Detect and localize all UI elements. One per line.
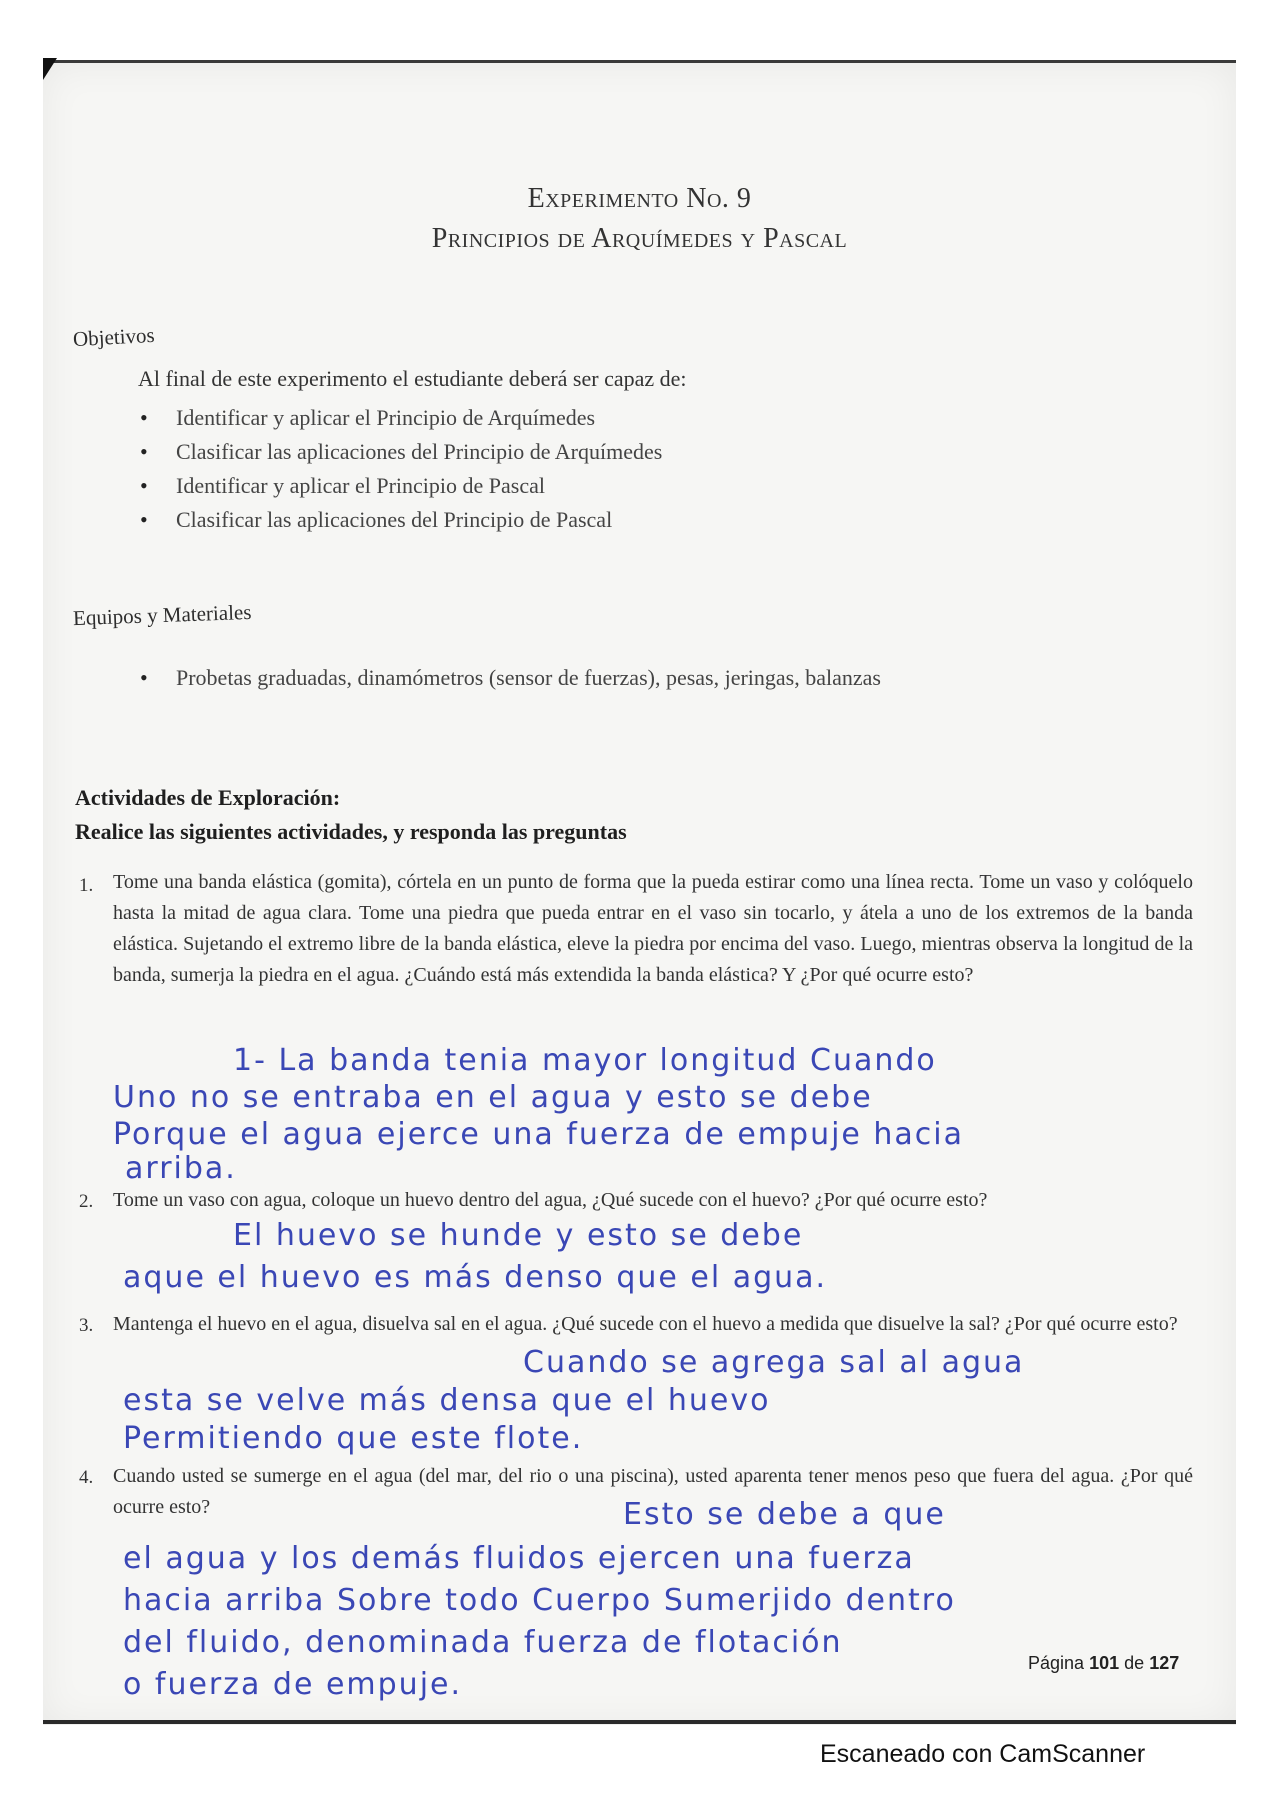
objectives-intro: Al final de este experimento el estudiante deberá ser capaz de:	[138, 366, 687, 391]
handwritten-answer: Porque el agua ejerce una fuerza de empuje hacia	[113, 1117, 965, 1152]
handwritten-answer: Esto se debe a que	[623, 1497, 946, 1532]
handwritten-answer: Uno no se entraba en el agua y esto se debe	[113, 1080, 873, 1115]
handwritten-answer: Cuando se agrega sal al agua	[523, 1345, 1025, 1380]
experiment-subject-title: Principios de Arquímedes y Pascal	[431, 223, 848, 254]
question-text: Tome un vaso con agua, coloque un huevo dentro del agua, ¿Qué sucede con el huevo? ¿Por qué ocurre esto?	[113, 1189, 988, 1211]
handwritten-answer: del fluido, denominada fuerza de flotación	[123, 1625, 843, 1660]
scanned-page	[43, 60, 1236, 1725]
handwritten-answer: aque el huevo es más denso que el agua.	[123, 1260, 828, 1295]
camscanner-watermark: Escaneado con CamScanner	[820, 1740, 1146, 1768]
handwritten-answer: 1- La banda tenia mayor longitud Cuando	[233, 1043, 937, 1078]
page-number	[1028, 1653, 1179, 1674]
material-item: • Probetas graduadas, dinamómetros (sensor de fuerzas), pesas, jeringas, balanzas	[138, 661, 881, 695]
question-number: 1.	[79, 875, 94, 896]
handwritten-answer: esta se velve más densa que el huevo	[123, 1383, 771, 1418]
objective-item: • Clasificar las aplicaciones del Principio de Arquímedes	[138, 435, 662, 469]
handwritten-answer: arriba.	[125, 1151, 237, 1186]
objective-item: • Identificar y aplicar el Principio de Arquímedes	[138, 401, 662, 435]
objective-item: • Identificar y aplicar el Principio de Pascal	[138, 469, 662, 503]
materials-list	[138, 661, 881, 695]
handwritten-answer: o fuerza de empuje.	[123, 1667, 463, 1702]
question-text: Mantenga el huevo en el agua, disuelva sal en el agua. ¿Qué sucede con el huevo a medida que disuelve la sal? ¿Por qué ocurre esto?	[113, 1313, 1178, 1335]
question-text: Tome una banda elástica (gomita), córtela en un punto de forma que la pueda estirar como una línea recta. Tome un vaso y colóquelo hasta la mitad de agua clara. Tome una piedra que pueda entrar en el vaso sin tocarlo, y átela a uno de los extremos de la banda elástica. Sujetando el extremo libre de la banda elástica, eleve la piedra por encima del vaso. Luego, mientras observa la longitud de la banda, sumerja la piedra en el agua. ¿Cuándo está más extendida la banda elástica? Y ¿Por qué ocurre esto?	[113, 871, 1193, 986]
page-current: 101	[1089, 1653, 1120, 1673]
page-label: Página	[1028, 1653, 1085, 1673]
page-total: 127	[1149, 1653, 1180, 1673]
scan-bottom-edge	[43, 1720, 1236, 1724]
activities-instructions: Realice las siguientes actividades, y responda las preguntas	[75, 819, 627, 844]
objectives-list	[138, 401, 662, 537]
materials-heading: Equipos y Materiales	[72, 599, 252, 631]
handwritten-answer: Permitiendo que este flote.	[123, 1421, 584, 1456]
handwritten-answer: el agua y los demás fluidos ejercen una fuerza	[123, 1541, 915, 1576]
page-of: de	[1124, 1653, 1145, 1673]
objectives-heading: Objetivos	[72, 322, 156, 352]
objective-item: • Clasificar las aplicaciones del Principio de Pascal	[138, 503, 662, 537]
activities-heading: Actividades de Exploración:	[75, 785, 341, 810]
question-number: 2.	[79, 1191, 94, 1212]
handwritten-answer: El huevo se hunde y esto se debe	[233, 1218, 804, 1253]
question-text: Cuando usted se sumerge en el agua (del mar, del rio o una piscina), usted aparenta tener menos peso que fuera del agua. ¿Por qué ocurre esto?	[113, 1465, 1193, 1518]
experiment-number-title: Experimento No. 9	[527, 183, 752, 214]
scan-corner-mark	[43, 58, 57, 80]
question-number: 3.	[79, 1315, 94, 1336]
question-number: 4.	[79, 1467, 94, 1488]
handwritten-answer: hacia arriba Sobre todo Cuerpo Sumerjido dentro	[123, 1583, 956, 1618]
